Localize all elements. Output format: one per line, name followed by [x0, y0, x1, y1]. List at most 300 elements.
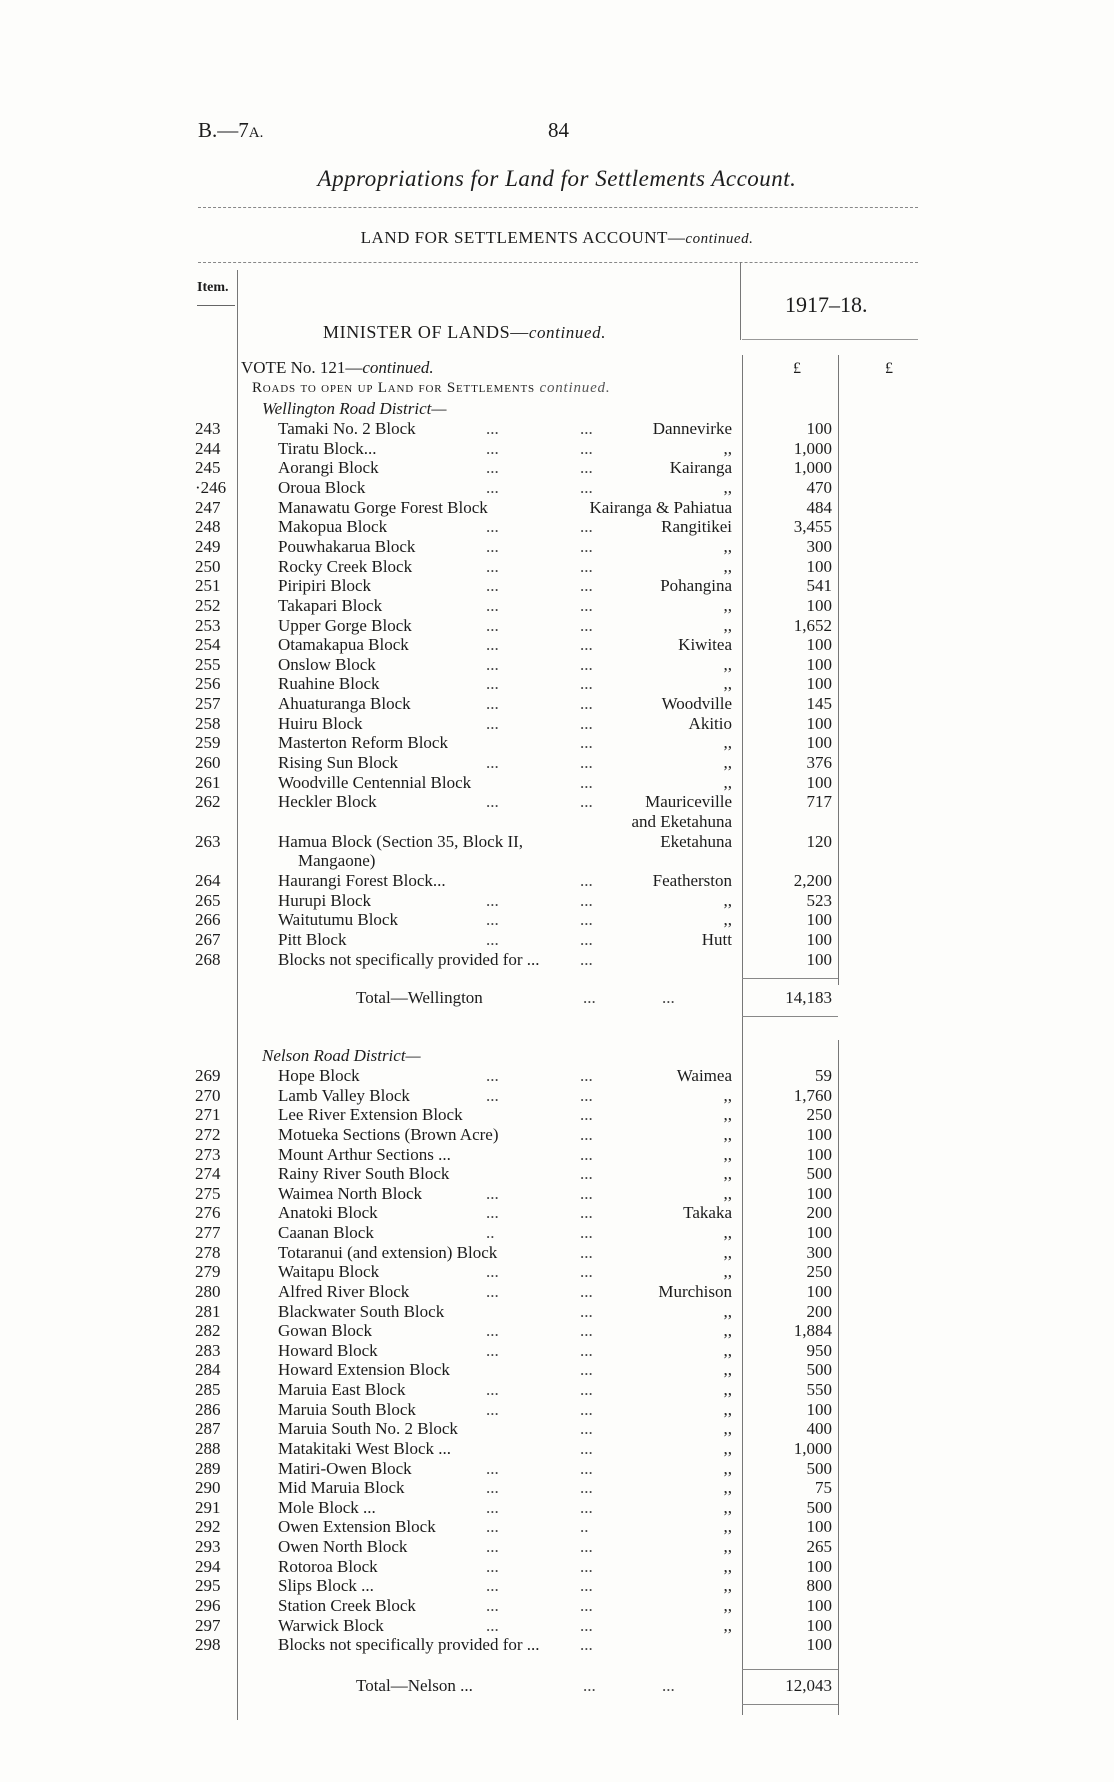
item-number: 268: [195, 949, 221, 969]
block-name: Maruia South Block: [278, 1399, 416, 1419]
block-name: Waimea North Block: [278, 1183, 423, 1203]
amount-value: 400: [806, 1419, 832, 1439]
leader-dots: ...: [486, 1066, 499, 1085]
amount-value: 100: [806, 674, 832, 694]
leader-dots: ...: [580, 517, 593, 537]
table-row: [0, 1341, 1114, 1361]
table-row: [0, 1243, 1114, 1263]
amount-value: 100: [806, 556, 832, 576]
item-header-rule: [197, 305, 235, 306]
district-name: ,,: [723, 1301, 732, 1321]
table-row: [0, 1203, 1114, 1223]
leader-dots: ...: [580, 595, 593, 615]
amount-value: 100: [806, 772, 832, 792]
district-name: ,,: [723, 1183, 732, 1203]
leader-dots: ...: [486, 1399, 499, 1419]
vote-heading: VOTE No. 121—continued.: [241, 358, 434, 377]
leader-dots: ...: [580, 536, 593, 556]
district-name: ,,: [723, 654, 732, 674]
district-name: ,,: [723, 1380, 732, 1400]
leader-dots: ...: [486, 674, 499, 694]
item-number: 273: [195, 1144, 221, 1164]
leader-dots: ...: [580, 1164, 593, 1184]
amount-value: 300: [806, 1242, 832, 1262]
block-name: Howard Extension Block: [278, 1360, 450, 1380]
block-name: Blocks not specifically provided for ...: [278, 1635, 540, 1655]
table-row: [0, 832, 1114, 852]
block-name: Haurangi Forest Block...: [278, 870, 446, 890]
leader-dots: ...: [580, 635, 593, 655]
item-number: 254: [195, 635, 221, 655]
leader-dots: ...: [486, 536, 499, 556]
table-row: [0, 733, 1114, 753]
item-number: 243: [195, 419, 221, 438]
district-name: ,,: [723, 1517, 732, 1537]
block-name: Takapari Block: [278, 595, 383, 615]
amount-value: 250: [806, 1105, 832, 1125]
amount-value: 1,652: [793, 615, 832, 635]
district-name: Kiwitea: [678, 635, 732, 655]
leader-dots: ...: [486, 477, 499, 497]
item-number: 278: [195, 1242, 221, 1262]
item-number: 257: [195, 694, 221, 714]
item-number: 261: [195, 772, 221, 792]
item-number: 256: [195, 674, 221, 694]
nelson-total-label: Total—Nelson ...: [356, 1676, 473, 1695]
district-name: Takaka: [683, 1203, 732, 1223]
block-name: Huiru Block: [278, 713, 363, 733]
leader-dots: ...: [580, 1281, 593, 1301]
amount-value: 717: [806, 792, 832, 812]
table-row: [0, 1576, 1114, 1596]
district-name: ,,: [723, 1537, 732, 1557]
district-name: Pohangina: [660, 576, 732, 596]
table-row: [0, 596, 1114, 616]
nelson-total-amount: 12,043: [785, 1676, 832, 1695]
item-number: 249: [195, 536, 221, 556]
leader-dots: ...: [486, 1203, 499, 1223]
leader-dots: ...: [580, 654, 593, 674]
amount-value: 145: [806, 694, 832, 714]
item-number: 286: [195, 1399, 221, 1419]
district-name: ,,: [723, 595, 732, 615]
item-number: 248: [195, 517, 221, 537]
block-name: Piripiri Block: [278, 576, 372, 596]
wellington-total-leader-1: ...: [583, 988, 596, 1007]
district-name: ,,: [723, 1262, 732, 1282]
district-name: Dannevirke: [652, 419, 732, 438]
nelson-total-bottom-rule: [742, 1704, 838, 1705]
leader-dots: ...: [580, 753, 593, 773]
leader-dots: ...: [580, 1360, 593, 1380]
leader-dots: ...: [486, 1458, 499, 1478]
item-number: 284: [195, 1360, 221, 1380]
district-name: ,,: [723, 1419, 732, 1439]
district-name: ,,: [723, 1556, 732, 1576]
table-row: [0, 1400, 1114, 1420]
leader-dots: ...: [486, 1615, 499, 1635]
document-title: Appropriations for Land for Settlements Account.: [317, 166, 797, 191]
leader-dots: ...: [580, 713, 593, 733]
amount-value: 100: [806, 1124, 832, 1144]
item-number: 285: [195, 1380, 221, 1400]
block-name: Rocky Creek Block: [278, 556, 413, 576]
item-number: 271: [195, 1105, 221, 1125]
table-row: [0, 439, 1114, 459]
table-row: [0, 1380, 1114, 1400]
block-name: Matiri-Owen Block: [278, 1458, 412, 1478]
leader-dots: ...: [486, 419, 499, 438]
nelson-total-leader-2: ...: [662, 1676, 675, 1695]
block-name: Warwick Block: [278, 1615, 384, 1635]
leader-dots: ...: [486, 929, 499, 949]
block-name: Station Creek Block: [278, 1596, 416, 1615]
amount-value: 100: [806, 1281, 832, 1301]
block-name: Heckler Block: [278, 792, 377, 812]
table-row: [0, 1105, 1114, 1125]
table-row: [0, 1164, 1114, 1184]
leader-dots: ...: [580, 772, 593, 792]
item-number: 272: [195, 1124, 221, 1144]
table-row: [0, 1459, 1114, 1479]
block-name: Ahuaturanga Block: [278, 694, 411, 714]
leader-dots: ...: [486, 1380, 499, 1400]
leader-dots: ...: [486, 654, 499, 674]
leader-dots: ...: [580, 1399, 593, 1419]
amount-value: 100: [806, 595, 832, 615]
item-number: 298: [195, 1635, 221, 1655]
district-name: Hutt: [701, 929, 732, 949]
amount-value: 100: [806, 1635, 832, 1655]
block-name: Owen North Block: [278, 1537, 408, 1557]
table-row: [0, 851, 1114, 871]
table-row: [0, 1262, 1114, 1282]
leader-dots: ...: [580, 556, 593, 576]
table-row: [0, 1302, 1114, 1322]
table-row: [0, 930, 1114, 950]
district-name: Eketahuna: [660, 831, 732, 851]
district-name: ,,: [723, 890, 732, 910]
table-row: [0, 635, 1114, 655]
item-number: 289: [195, 1458, 221, 1478]
block-name: Ruahine Block: [278, 674, 380, 694]
amount-value: 470: [806, 477, 832, 497]
amount-value: 100: [806, 949, 832, 969]
amount-value: 550: [806, 1380, 832, 1400]
leader-dots: ...: [580, 1576, 593, 1596]
item-number: 281: [195, 1301, 221, 1321]
leader-dots: ...: [580, 1458, 593, 1478]
year-header-rule: [742, 339, 918, 340]
item-number: 265: [195, 890, 221, 910]
leader-dots: ...: [580, 1438, 593, 1458]
table-row: [0, 910, 1114, 930]
district-name: ,,: [723, 438, 732, 458]
item-number: 296: [195, 1596, 221, 1615]
item-number: 279: [195, 1262, 221, 1282]
table-row: [0, 1184, 1114, 1204]
page-number: 84: [548, 118, 569, 142]
item-number: 260: [195, 753, 221, 773]
block-name: Blackwater South Block: [278, 1301, 445, 1321]
item-number: 295: [195, 1576, 221, 1596]
leader-dots: ...: [486, 1537, 499, 1557]
amount-value: 265: [806, 1537, 832, 1557]
amount-value: 100: [806, 1399, 832, 1419]
item-column-header: Item.: [197, 280, 229, 295]
leader-dots: ...: [580, 792, 593, 812]
leader-dots: ...: [486, 890, 499, 910]
wellington-total-label: Total—Wellington: [356, 988, 483, 1007]
district-name: Kairanga: [669, 458, 732, 478]
item-number: 294: [195, 1556, 221, 1576]
block-name: Mole Block ...: [278, 1497, 376, 1517]
leader-dots: ...: [486, 1576, 499, 1596]
district-name: ,,: [723, 910, 732, 930]
table-row: [0, 1557, 1114, 1577]
district-name: ,,: [723, 1321, 732, 1341]
item-number: 253: [195, 615, 221, 635]
block-name: Hope Block: [278, 1066, 360, 1085]
amount-value: 950: [806, 1340, 832, 1360]
amount-value: 100: [806, 733, 832, 753]
item-number: 269: [195, 1066, 221, 1085]
item-number: 293: [195, 1537, 221, 1557]
district-name: ,,: [723, 1242, 732, 1262]
block-name: Mount Arthur Sections ...: [278, 1144, 451, 1164]
leader-dots: ...: [580, 674, 593, 694]
table-row: [0, 891, 1114, 911]
minister-heading: MINISTER OF LANDS—continued.: [323, 322, 607, 342]
block-name: Oroua Block: [278, 477, 366, 497]
amount-value: 541: [806, 576, 832, 596]
district-name: ,,: [723, 1144, 732, 1164]
district-name: ,,: [723, 1399, 732, 1419]
district-name: Murchison: [658, 1281, 732, 1301]
amount-value: 100: [806, 419, 832, 438]
amount-value: 100: [806, 910, 832, 930]
leader-dots: ...: [580, 1085, 593, 1105]
table-row: [0, 1596, 1114, 1616]
table-row: [0, 1517, 1114, 1537]
leader-dots: ...: [580, 1066, 593, 1085]
table-row: [0, 1066, 1114, 1086]
table-row: [0, 498, 1114, 518]
leader-dots: ...: [580, 1537, 593, 1557]
table-row: [0, 1086, 1114, 1106]
leader-dots: ...: [580, 910, 593, 930]
table-row: [0, 714, 1114, 734]
leader-dots: ...: [486, 1478, 499, 1498]
item-number: 251: [195, 576, 221, 596]
pound-sign-col2: £: [885, 360, 893, 377]
amount-value: 1,000: [793, 438, 832, 458]
item-number: ·246: [195, 477, 227, 497]
item-number: 280: [195, 1281, 221, 1301]
leader-dots: ...: [486, 792, 499, 812]
leader-dots: ...: [580, 1301, 593, 1321]
leader-dots: ...: [580, 1124, 593, 1144]
leader-dots: ...: [580, 1556, 593, 1576]
table-row: [0, 517, 1114, 537]
item-number: 277: [195, 1223, 221, 1243]
item-number: 266: [195, 910, 221, 930]
leader-dots: ...: [580, 1223, 593, 1243]
nelson-total-rule: [742, 1669, 838, 1670]
table-row: [0, 871, 1114, 891]
table-row: [0, 419, 1114, 439]
block-name: Rotoroa Block: [278, 1556, 378, 1576]
amount-value: 250: [806, 1262, 832, 1282]
leader-dots: ...: [580, 1340, 593, 1360]
leader-dots: ...: [580, 1242, 593, 1262]
leader-dots: ...: [486, 1183, 499, 1203]
leader-dots: ...: [486, 694, 499, 714]
block-name: Gowan Block: [278, 1321, 372, 1341]
leader-dots: ...: [580, 949, 593, 969]
table-row: [0, 537, 1114, 557]
leader-dots: ...: [580, 1262, 593, 1282]
leader-dots: ...: [580, 1497, 593, 1517]
nelson-total-leader-1: ...: [583, 1676, 596, 1695]
pound-sign-col1: £: [793, 360, 801, 377]
section-title: LAND FOR SETTLEMENTS ACCOUNT—continued.: [360, 228, 754, 247]
block-name: Howard Block: [278, 1340, 378, 1360]
leader-dots: ...: [580, 615, 593, 635]
section-divider: [198, 262, 918, 263]
table-row: [0, 694, 1114, 714]
leader-dots: ...: [580, 1183, 593, 1203]
report-code: B.—7A.: [198, 118, 264, 142]
block-name: Onslow Block: [278, 654, 376, 674]
table-row: [0, 812, 1114, 832]
leader-dots: ...: [486, 595, 499, 615]
amount-value: 500: [806, 1164, 832, 1184]
block-name: Lee River Extension Block: [278, 1105, 463, 1125]
title-divider: [198, 207, 918, 208]
block-name: Matakitaki West Block ...: [278, 1438, 452, 1458]
district-name: ,,: [723, 556, 732, 576]
amount-value: 1,000: [793, 458, 832, 478]
district-name: Rangitikei: [661, 517, 732, 537]
table-row: [0, 1282, 1114, 1302]
leader-dots: ...: [580, 1596, 593, 1615]
leader-dots: ...: [486, 1596, 499, 1615]
amount-value: 100: [806, 1596, 832, 1615]
leader-dots: ...: [580, 1321, 593, 1341]
item-number: 267: [195, 929, 221, 949]
leader-dots: ...: [580, 694, 593, 714]
item-number: 290: [195, 1478, 221, 1498]
leader-dots: ...: [580, 1478, 593, 1498]
leader-dots: ...: [580, 1380, 593, 1400]
district-name: ,,: [723, 674, 732, 694]
block-name: Hurupi Block: [278, 890, 372, 910]
amount-value: 200: [806, 1203, 832, 1223]
table-row: [0, 1537, 1114, 1557]
table-row: [0, 655, 1114, 675]
block-name: Caanan Block: [278, 1223, 374, 1243]
amount-value: 100: [806, 929, 832, 949]
block-name: Rising Sun Block: [278, 753, 398, 773]
block-name: Upper Gorge Block: [278, 615, 412, 635]
leader-dots: ...: [580, 1635, 593, 1655]
leader-dots: ...: [486, 556, 499, 576]
nelson-heading: Nelson Road District—: [262, 1046, 421, 1065]
leader-dots: ...: [580, 458, 593, 478]
table-row: [0, 1419, 1114, 1439]
block-name: Maruia East Block: [278, 1380, 406, 1400]
district-name: ,,: [723, 772, 732, 792]
leader-dots: ...: [486, 438, 499, 458]
item-number: 291: [195, 1497, 221, 1517]
table-row: [0, 1321, 1114, 1341]
item-number: 297: [195, 1615, 221, 1635]
leader-dots: ...: [486, 1321, 499, 1341]
table-row: [0, 674, 1114, 694]
leader-dots: ...: [580, 733, 593, 753]
amount-value: 800: [806, 1576, 832, 1596]
wellington-total-rule: [742, 978, 838, 979]
amount-value: 100: [806, 1517, 832, 1537]
amount-value: 1,884: [793, 1321, 832, 1341]
district-name: Akitio: [688, 713, 732, 733]
wellington-total-amount: 14,183: [785, 988, 832, 1007]
amount-value: 376: [806, 753, 832, 773]
amount-value: 2,200: [793, 870, 832, 890]
item-number: 247: [195, 497, 221, 517]
block-name: Anatoki Block: [278, 1203, 378, 1223]
district-name: ,,: [723, 1124, 732, 1144]
amount-value: 100: [806, 654, 832, 674]
table-row: [0, 1498, 1114, 1518]
leader-dots: ...: [580, 890, 593, 910]
leader-dots: ...: [580, 1203, 593, 1223]
table-row: [0, 773, 1114, 793]
table-row: [0, 1145, 1114, 1165]
leader-dots: ...: [486, 576, 499, 596]
leader-dots: ...: [486, 1340, 499, 1360]
leader-dots: ...: [486, 753, 499, 773]
amount-value: 120: [806, 831, 832, 851]
item-number: 262: [195, 792, 221, 812]
table-row: [0, 478, 1114, 498]
district-name: ,,: [723, 1596, 732, 1615]
item-number: 264: [195, 870, 221, 890]
table-row: [0, 1616, 1114, 1636]
wellington-total-leader-2: ...: [662, 988, 675, 1007]
table-row: [0, 576, 1114, 596]
district-name: ,,: [723, 1340, 732, 1360]
leader-dots: ..: [580, 1517, 589, 1537]
item-number: 282: [195, 1321, 221, 1341]
block-name: Aorangi Block: [278, 458, 379, 478]
amount-value: 500: [806, 1458, 832, 1478]
amount-value: 500: [806, 1497, 832, 1517]
district-name: ,,: [723, 1105, 732, 1125]
item-number: 276: [195, 1203, 221, 1223]
amount-value: 1,000: [793, 1438, 832, 1458]
amount-value: 1,760: [793, 1085, 832, 1105]
leader-dots: ...: [580, 929, 593, 949]
leader-dots: ...: [580, 1105, 593, 1125]
leader-dots: ...: [580, 1419, 593, 1439]
amount-value: 500: [806, 1360, 832, 1380]
district-name: Mauriceville: [645, 792, 732, 812]
district-name: ,,: [723, 536, 732, 556]
leader-dots: ...: [486, 517, 499, 537]
item-number: 275: [195, 1183, 221, 1203]
